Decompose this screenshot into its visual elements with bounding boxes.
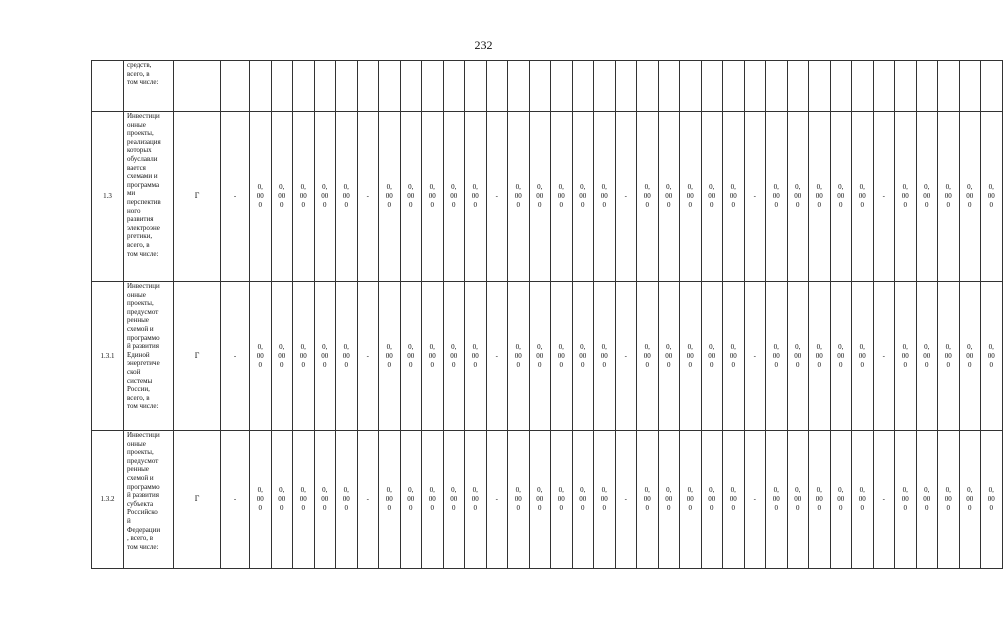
value-cell: 0, 00 0 xyxy=(529,431,551,569)
value-cell: 0, 00 0 xyxy=(938,282,960,431)
value-cell: 0, 00 0 xyxy=(959,112,981,282)
value-cell: 0, 00 0 xyxy=(314,112,336,282)
value-cell: 0, 00 0 xyxy=(271,431,293,569)
row-code-cell: Г xyxy=(174,431,221,569)
value-cell: 0, 00 0 xyxy=(465,112,487,282)
dash-cell: - xyxy=(486,431,508,569)
value-cell: 0, 00 0 xyxy=(250,112,272,282)
dash-cell: - xyxy=(486,282,508,431)
value-cell xyxy=(465,61,487,112)
dash-cell: - xyxy=(357,282,379,431)
row-name-cell: Инвестици онные проекты, предусмот ренные схемой и программо й развития Единой энергетиче ской системы России, всего, в том числе: xyxy=(124,282,174,431)
value-cell: 0, 00 0 xyxy=(766,112,788,282)
value-cell: 0, 00 0 xyxy=(400,112,422,282)
value-cell xyxy=(916,61,938,112)
value-cell xyxy=(443,61,465,112)
dash-cell xyxy=(615,61,637,112)
investment-table xyxy=(91,60,1003,569)
dash-cell: - xyxy=(744,431,766,569)
value-cell: 0, 00 0 xyxy=(250,282,272,431)
dash-cell: - xyxy=(615,112,637,282)
value-cell: 0, 00 0 xyxy=(508,431,530,569)
value-cell xyxy=(938,61,960,112)
table-row xyxy=(92,282,1003,431)
value-cell: 0, 00 0 xyxy=(551,112,573,282)
row-name-cell: Инвестици онные проекты, предусмот ренные схемой и программо й развития субъекта Российско й Федерации , всего, в том числе: xyxy=(124,431,174,569)
row-name-cell: средств, всего, в том числе: xyxy=(124,61,174,112)
value-cell: 0, 00 0 xyxy=(379,112,401,282)
dash-cell: - xyxy=(873,112,895,282)
value-cell xyxy=(293,61,315,112)
value-cell: 0, 00 0 xyxy=(422,282,444,431)
dash-cell: - xyxy=(744,282,766,431)
dash-cell xyxy=(486,61,508,112)
value-cell xyxy=(637,61,659,112)
value-cell: 0, 00 0 xyxy=(271,112,293,282)
row-code-cell: Г xyxy=(174,282,221,431)
value-cell: 0, 00 0 xyxy=(766,431,788,569)
value-cell xyxy=(314,61,336,112)
value-cell xyxy=(250,61,272,112)
value-cell: 0, 00 0 xyxy=(830,431,852,569)
value-cell: 0, 00 0 xyxy=(916,112,938,282)
value-cell: 0, 00 0 xyxy=(250,431,272,569)
value-cell xyxy=(422,61,444,112)
row-number-cell: 1.3.1 xyxy=(92,282,124,431)
value-cell: 0, 00 0 xyxy=(594,431,616,569)
value-cell: 0, 00 0 xyxy=(981,431,1003,569)
value-cell: 0, 00 0 xyxy=(508,112,530,282)
value-cell: 0, 00 0 xyxy=(723,431,745,569)
value-cell: 0, 00 0 xyxy=(809,431,831,569)
value-cell: 0, 00 0 xyxy=(422,112,444,282)
value-cell: 0, 00 0 xyxy=(723,282,745,431)
value-cell: 0, 00 0 xyxy=(314,282,336,431)
value-cell: 0, 00 0 xyxy=(852,112,874,282)
value-cell: 0, 00 0 xyxy=(895,112,917,282)
value-cell xyxy=(680,61,702,112)
value-cell xyxy=(787,61,809,112)
value-cell: 0, 00 0 xyxy=(701,431,723,569)
dash-cell: - xyxy=(221,431,250,569)
row-number-cell: 1.3 xyxy=(92,112,124,282)
value-cell: 0, 00 0 xyxy=(336,282,358,431)
value-cell: 0, 00 0 xyxy=(572,282,594,431)
value-cell: 0, 00 0 xyxy=(916,282,938,431)
value-cell xyxy=(852,61,874,112)
value-cell: 0, 00 0 xyxy=(594,112,616,282)
value-cell: 0, 00 0 xyxy=(787,282,809,431)
value-cell: 0, 00 0 xyxy=(314,431,336,569)
value-cell: 0, 00 0 xyxy=(336,431,358,569)
row-number-cell: 1.3.2 xyxy=(92,431,124,569)
value-cell: 0, 00 0 xyxy=(529,282,551,431)
value-cell xyxy=(529,61,551,112)
value-cell: 0, 00 0 xyxy=(529,112,551,282)
dash-cell: - xyxy=(873,431,895,569)
dash-cell: - xyxy=(873,282,895,431)
value-cell: 0, 00 0 xyxy=(959,282,981,431)
table-row xyxy=(92,112,1003,282)
dash-cell xyxy=(221,61,250,112)
value-cell: 0, 00 0 xyxy=(572,431,594,569)
value-cell: 0, 00 0 xyxy=(830,112,852,282)
value-cell: 0, 00 0 xyxy=(701,112,723,282)
value-cell: 0, 00 0 xyxy=(981,282,1003,431)
value-cell: 0, 00 0 xyxy=(637,112,659,282)
page-number: 232 xyxy=(474,38,493,52)
value-cell: 0, 00 0 xyxy=(443,431,465,569)
row-code-cell: Г xyxy=(174,112,221,282)
value-cell: 0, 00 0 xyxy=(594,282,616,431)
value-cell xyxy=(400,61,422,112)
value-cell: 0, 00 0 xyxy=(293,112,315,282)
dash-cell xyxy=(357,61,379,112)
value-cell: 0, 00 0 xyxy=(443,282,465,431)
value-cell: 0, 00 0 xyxy=(766,282,788,431)
value-cell: 0, 00 0 xyxy=(293,282,315,431)
value-cell: 0, 00 0 xyxy=(809,282,831,431)
dash-cell: - xyxy=(744,112,766,282)
dash-cell: - xyxy=(221,112,250,282)
value-cell: 0, 00 0 xyxy=(895,431,917,569)
value-cell xyxy=(336,61,358,112)
value-cell xyxy=(379,61,401,112)
dash-cell: - xyxy=(615,282,637,431)
value-cell: 0, 00 0 xyxy=(701,282,723,431)
value-cell: 0, 00 0 xyxy=(379,431,401,569)
value-cell: 0, 00 0 xyxy=(680,112,702,282)
value-cell xyxy=(723,61,745,112)
value-cell: 0, 00 0 xyxy=(658,112,680,282)
value-cell: 0, 00 0 xyxy=(508,282,530,431)
value-cell: 0, 00 0 xyxy=(658,282,680,431)
table-row xyxy=(92,61,1003,112)
value-cell xyxy=(594,61,616,112)
value-cell: 0, 00 0 xyxy=(852,282,874,431)
value-cell: 0, 00 0 xyxy=(637,431,659,569)
value-cell: 0, 00 0 xyxy=(400,282,422,431)
value-cell xyxy=(271,61,293,112)
row-name-cell: Инвестици онные проекты, реализация которых обуславли вается схемами и программа ми перспектив ного развития электроэне ргетики, всего, в том числе: xyxy=(124,112,174,282)
value-cell xyxy=(830,61,852,112)
value-cell: 0, 00 0 xyxy=(379,282,401,431)
value-cell: 0, 00 0 xyxy=(787,431,809,569)
row-number-cell xyxy=(92,61,124,112)
value-cell xyxy=(572,61,594,112)
value-cell xyxy=(959,61,981,112)
dash-cell: - xyxy=(615,431,637,569)
value-cell: 0, 00 0 xyxy=(293,431,315,569)
value-cell: 0, 00 0 xyxy=(916,431,938,569)
dash-cell: - xyxy=(357,431,379,569)
value-cell: 0, 00 0 xyxy=(271,282,293,431)
value-cell: 0, 00 0 xyxy=(465,431,487,569)
value-cell: 0, 00 0 xyxy=(959,431,981,569)
value-cell: 0, 00 0 xyxy=(551,282,573,431)
value-cell xyxy=(551,61,573,112)
value-cell: 0, 00 0 xyxy=(938,431,960,569)
value-cell: 0, 00 0 xyxy=(658,431,680,569)
value-cell: 0, 00 0 xyxy=(680,431,702,569)
dash-cell: - xyxy=(486,112,508,282)
value-cell xyxy=(809,61,831,112)
dash-cell xyxy=(873,61,895,112)
value-cell: 0, 00 0 xyxy=(551,431,573,569)
value-cell: 0, 00 0 xyxy=(400,431,422,569)
value-cell: 0, 00 0 xyxy=(465,282,487,431)
value-cell: 0, 00 0 xyxy=(830,282,852,431)
value-cell xyxy=(981,61,1003,112)
value-cell: 0, 00 0 xyxy=(422,431,444,569)
value-cell: 0, 00 0 xyxy=(680,282,702,431)
dash-cell xyxy=(744,61,766,112)
dash-cell: - xyxy=(221,282,250,431)
value-cell xyxy=(895,61,917,112)
value-cell xyxy=(766,61,788,112)
table-row xyxy=(92,431,1003,569)
value-cell xyxy=(701,61,723,112)
value-cell: 0, 00 0 xyxy=(895,282,917,431)
dash-cell: - xyxy=(357,112,379,282)
value-cell: 0, 00 0 xyxy=(981,112,1003,282)
value-cell xyxy=(508,61,530,112)
value-cell: 0, 00 0 xyxy=(938,112,960,282)
value-cell: 0, 00 0 xyxy=(787,112,809,282)
value-cell xyxy=(658,61,680,112)
value-cell: 0, 00 0 xyxy=(723,112,745,282)
value-cell: 0, 00 0 xyxy=(336,112,358,282)
value-cell: 0, 00 0 xyxy=(809,112,831,282)
value-cell: 0, 00 0 xyxy=(852,431,874,569)
row-code-cell xyxy=(174,61,221,112)
value-cell: 0, 00 0 xyxy=(572,112,594,282)
value-cell: 0, 00 0 xyxy=(637,282,659,431)
value-cell: 0, 00 0 xyxy=(443,112,465,282)
